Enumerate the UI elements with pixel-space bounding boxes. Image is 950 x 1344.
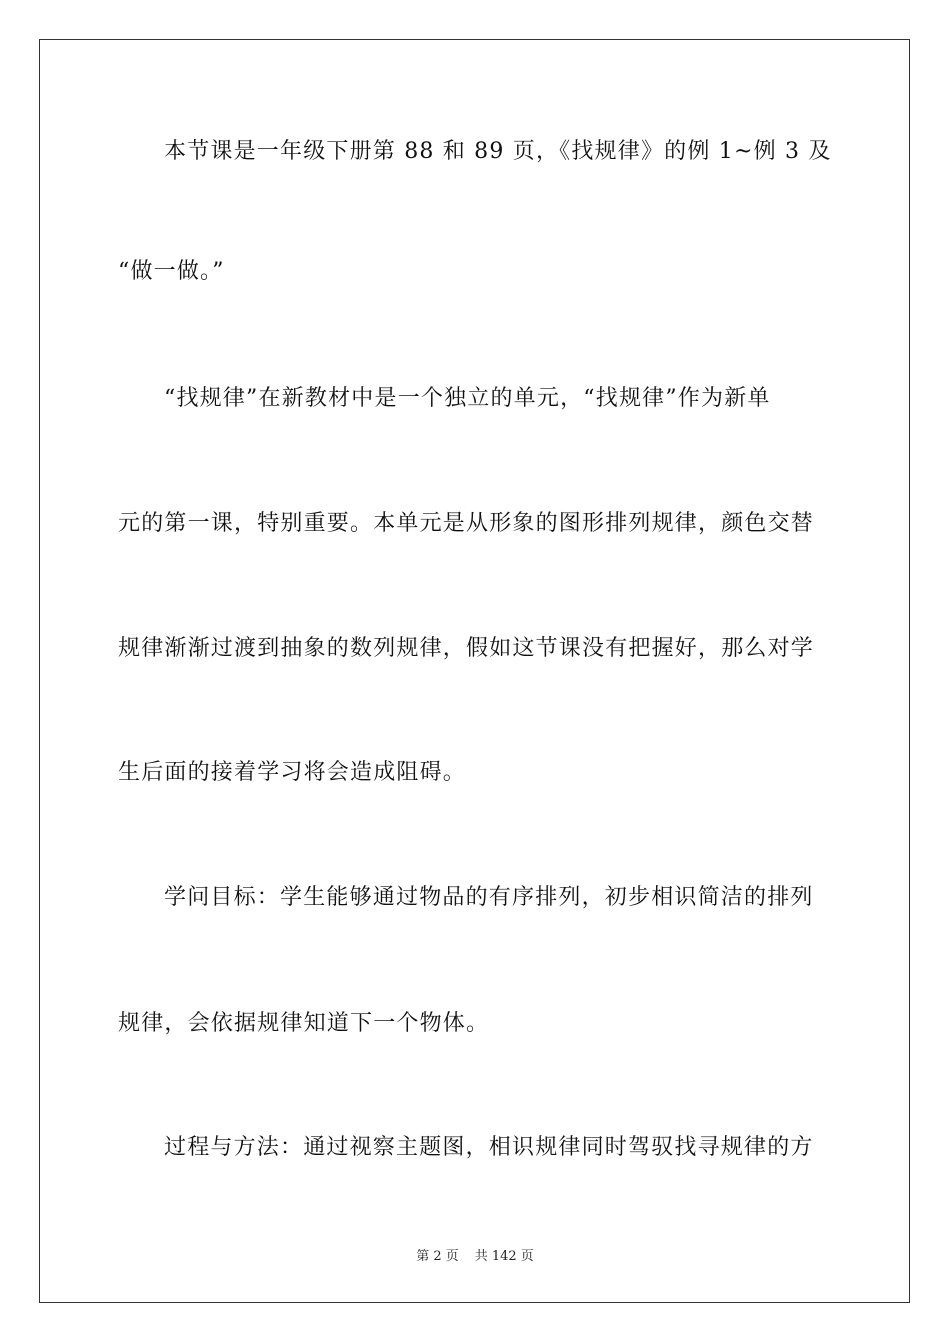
paragraph-1-line-2: “做一做。” <box>118 259 225 284</box>
paragraph-3-line-1: 学问目标：学生能够通过物品的有序排列，初步相识简洁的排列 <box>164 885 814 910</box>
paragraph-1-line-1: 本节课是一年级下册第 88 和 89 页，《找规律》的例 1~例 3 及 <box>164 139 832 164</box>
paragraph-3-line-2: 规律，会依据规律知道下一个物体。 <box>118 1011 490 1036</box>
paragraph-2-line-1: “找规律”在新教材中是一个独立的单元，“找规律”作为新单 <box>164 386 771 411</box>
total-pages-label: 共 142 页 <box>474 1249 534 1264</box>
current-page-label: 第 2 页 <box>416 1249 459 1264</box>
paragraph-2-line-3: 规律渐渐过渡到抽象的数列规律，假如这节课没有把握好，那么对学 <box>118 636 815 661</box>
page-footer <box>0 1248 950 1266</box>
paragraph-4-line-1: 过程与方法：通过视察主题图，相识规律同时驾驭找寻规律的方 <box>164 1135 814 1160</box>
paragraph-2-line-4: 生后面的接着学习将会造成阻碍。 <box>118 760 467 785</box>
page-frame <box>39 39 910 1303</box>
paragraph-2-line-2: 元的第一课，特别重要。本单元是从形象的图形排列规律，颜色交替 <box>118 511 815 536</box>
